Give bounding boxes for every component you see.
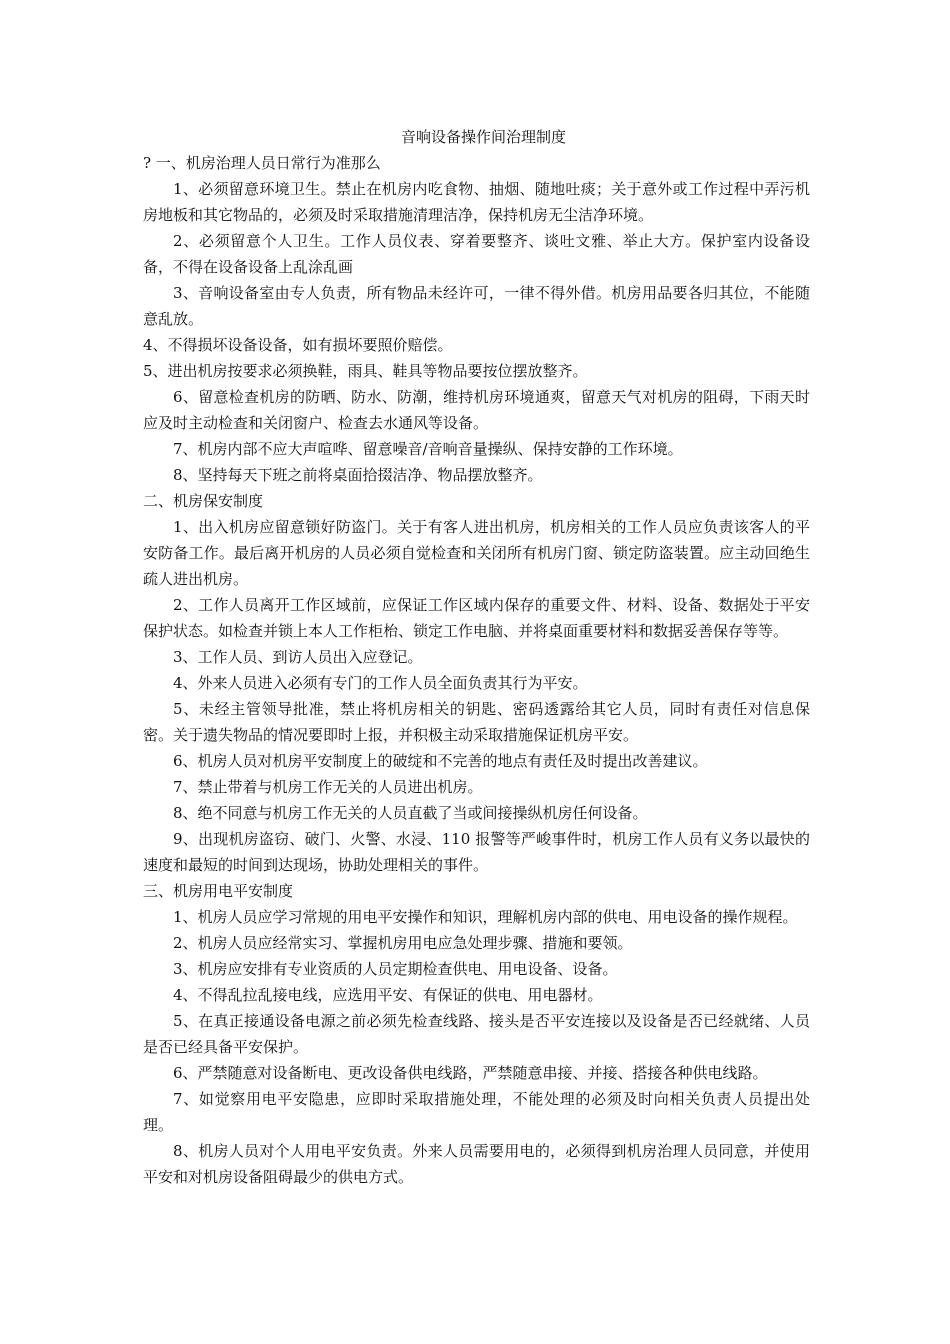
paragraph: 1、必须留意环境卫生。禁止在机房内吃食物、抽烟、随地吐痰；关于意外或工作过程中弄污机房地板和其它物品的，必须及时采取措施清理洁净，保持机房无尘洁净环境。 [143, 180, 810, 224]
paragraph: 1、出入机房应留意锁好防盗门。关于有客人进出机房，机房相关的工作人员应负责该客人的平安防备工作。最后离开机房的人员必须自觉检查和关闭所有机房门窗、锁定防盗装置。应主动回绝生疏人进出机房。 [143, 518, 810, 588]
paragraph: 2、机房人员应经常实习、掌握机房用电应急处理步骤、措施和要领。 [173, 934, 633, 952]
paragraph: 6、严禁随意对设备断电、更改设备供电线路，严禁随意串接、并接、搭接各种供电线路。 [173, 1064, 768, 1082]
paragraph: 8、坚持每天下班之前将桌面拾掇洁净、物品摆放整齐。 [173, 466, 543, 484]
paragraph: 7、禁止带着与机房工作无关的人员进出机房。 [173, 778, 483, 796]
section-heading: ? 一、机房治理人员日常行为准那么 [143, 154, 381, 172]
paragraph: 6、机房人员对机房平安制度上的破绽和不完善的地点有责任及时提出改善建议。 [173, 752, 708, 770]
paragraph: 4、不得损坏设备设备，如有损坏要照价赔偿。 [143, 336, 453, 354]
paragraph: 7、如觉察用电平安隐患，应即时采取措施处理，不能处理的必须及时向相关负责人员提出处理。 [143, 1090, 810, 1134]
paragraph: 2、必须留意个人卫生。工作人员仪表、穿着要整齐、谈吐文雅、举止大方。保护室内设备设备，不得在设备设备上乱涂乱画 [143, 232, 810, 276]
paragraph: 2、工作人员离开工作区域前，应保证工作区域内保存的重要文件、材料、设备、数据处于平安保护状态。如检查并锁上本人工作柜枱、锁定工作电脑、并将桌面重要材料和数据妥善保存等等。 [143, 596, 810, 640]
paragraph: 3、音响设备室由专人负责，所有物品未经许可，一律不得外借。机房用品要各归其位，不能随意乱放。 [143, 284, 810, 328]
document-body [143, 150, 810, 1190]
section-heading: 三、机房用电平安制度 [143, 882, 294, 900]
document-title: 音响设备操作间治理制度 [400, 128, 566, 146]
paragraph: 4、外来人员进入必须有专门的工作人员全面负责其行为平安。 [173, 674, 588, 692]
paragraph: 4、不得乱拉乱接电线，应选用平安、有保证的供电、用电器材。 [173, 986, 603, 1004]
paragraph: 3、机房应安排有专业资质的人员定期检查供电、用电设备、设备。 [173, 960, 618, 978]
paragraph: 8、绝不同意与机房工作无关的人员直截了当或间接操纵机房任何设备。 [173, 804, 648, 822]
paragraph: 5、未经主管领导批准，禁止将机房相关的钥匙、密码透露给其它人员，同时有责任对信息保密。关于遗失物品的情况要即时上报，并积极主动采取措施保证机房平安。 [143, 700, 810, 744]
paragraph: 5、进出机房按要求必须换鞋，雨具、鞋具等物品要按位摆放整齐。 [143, 362, 588, 380]
paragraph: 5、在真正接通设备电源之前必须先检查线路、接头是否平安连接以及设备是否已经就绪、人员是否已经具备平安保护。 [143, 1012, 810, 1056]
paragraph: 9、出现机房盗窃、破门、火警、水浸、110 报警等严峻事件时，机房工作人员有义务以最快的速度和最短的时间到达现场，协助处理相关的事件。 [143, 830, 810, 874]
paragraph: 6、留意检查机房的防晒、防水、防潮，维持机房环境通爽，留意天气对机房的阻碍，下雨天时应及时主动检查和关闭窗户、检查去水通风等设备。 [143, 388, 810, 432]
paragraph: 3、工作人员、到访人员出入应登记。 [173, 648, 423, 666]
section-heading: 二、机房保安制度 [143, 492, 264, 510]
paragraph: 1、机房人员应学习常规的用电平安操作和知识，理解机房内部的供电、用电设备的操作规程。 [173, 908, 798, 926]
paragraph: 7、机房内部不应大声喧哗、留意噪音/音响音量操纵、保持安静的工作环境。 [173, 440, 683, 458]
paragraph: 8、机房人员对个人用电平安负责。外来人员需要用电的，必须得到机房治理人员同意，并使用平安和对机房设备阻碍最少的供电方式。 [143, 1142, 810, 1186]
